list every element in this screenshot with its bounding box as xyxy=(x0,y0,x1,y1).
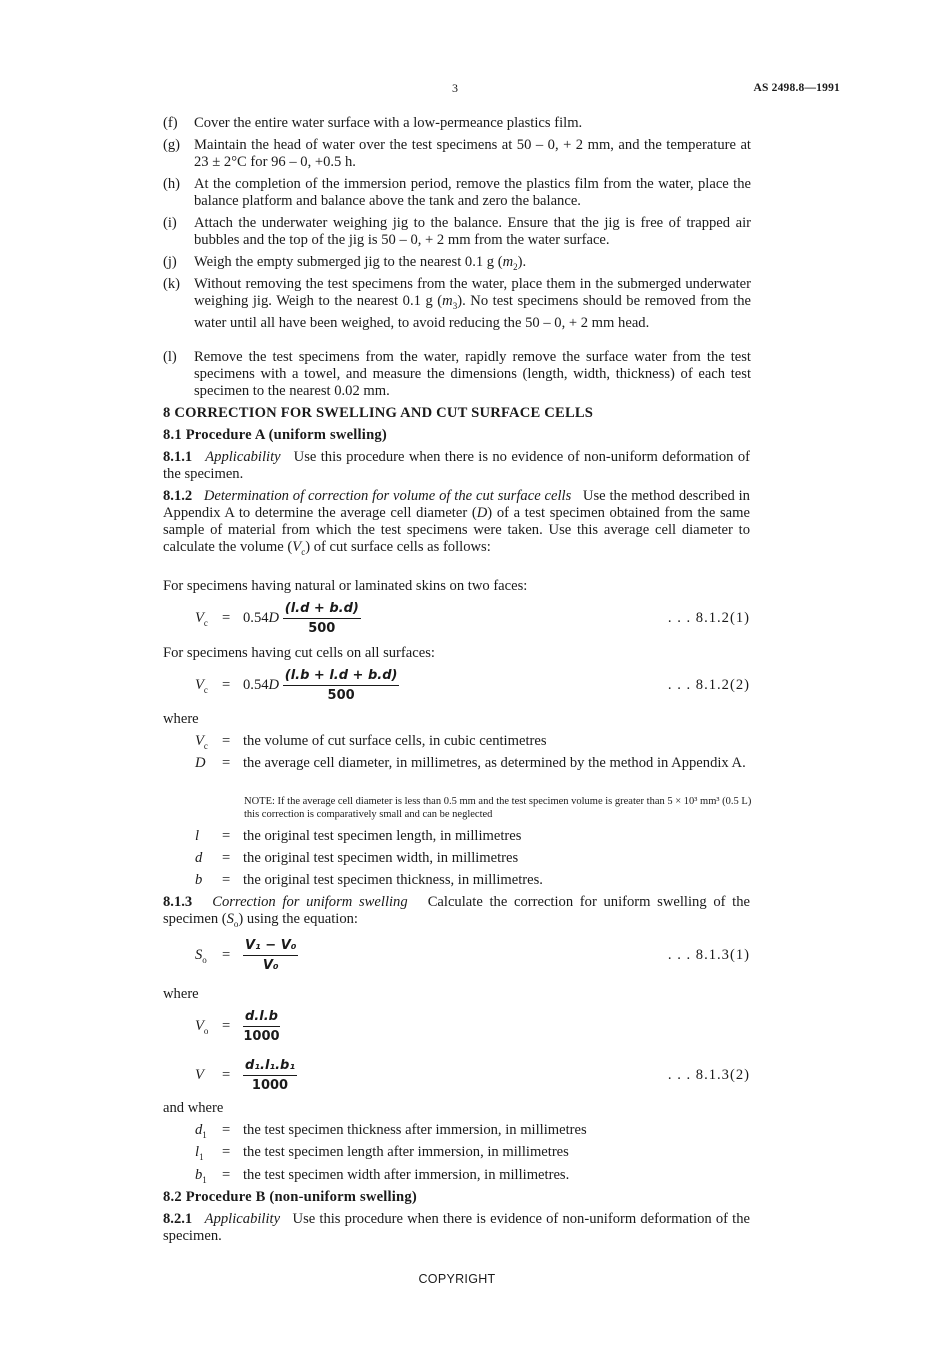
list-label: (g) xyxy=(163,137,181,153)
list-item-l xyxy=(163,349,751,400)
def-d-width: d = the original test specimen width, in millimetres xyxy=(195,850,519,866)
eq-rhs xyxy=(243,1008,280,1045)
eq-equals: = xyxy=(222,1018,231,1034)
list-text: Without removing the test specimens from the water, place them in the submerged underwater weighing jig. Weigh to the nearest 0.1 g $(m_3)$. No test specimens should be removed from the water until all have been weighed, to avoid reducing the 50 – 0, + 2 mm head. xyxy=(194,276,751,331)
fraction: $\frac{d.l.b}{1000}$ xyxy=(243,1009,280,1044)
def-vc: $V_c$ = the volume of cut surface cells, in cubic centimetres xyxy=(195,733,547,751)
list-label: (l) xyxy=(163,349,177,365)
list-item-h xyxy=(163,176,751,210)
fraction: $\frac{\text{V₁ − V₀}}{\text{V₀}}$ xyxy=(245,938,297,973)
section-8-2-heading: 8.2 Procedure B (non-uniform swelling) xyxy=(163,1189,417,1205)
list-text: Attach the underwater weighing jig to the balance. Ensure that the jig is free of trapped air bubbles and the top of the jig is 50 – 0, + 2 mm from the water surface. xyxy=(194,215,751,248)
list-text: Cover the entire water surface with a low-permeance plastics film. xyxy=(194,115,583,131)
footer-copyright: COPYRIGHT xyxy=(418,1272,496,1286)
para-8-1-2: 8.1.2 Determination of correction for volume of the cut surface cells Use the method described in Appendix A to determine the average cell diameter (D) of a test specimen obtained from the same sample of material from which the test specimens were taken. Use this average cell diameter to calculate the volume $(V_c)$ of cut surface cells as follows: xyxy=(163,488,750,557)
eq-rhs xyxy=(243,1057,297,1094)
eq-lhs: $V_o$ xyxy=(195,1018,209,1036)
eq-lhs: $V_c$ xyxy=(195,610,208,628)
page-number: 3 xyxy=(452,81,458,95)
fraction: $\frac{\text{d₁.l₁.b₁}}{1000}$ xyxy=(245,1058,296,1093)
and-where-label: and where xyxy=(163,1100,224,1116)
equation-v xyxy=(195,1057,750,1097)
intro-two-faces: For specimens having natural or laminated skins on two faces: xyxy=(163,578,528,594)
eq-rhs xyxy=(243,937,298,974)
para-8-2-1: 8.2.1 Applicability Use this procedure when there is evidence of non-uniform deformation of the specimen. xyxy=(163,1211,750,1244)
list-item-g xyxy=(163,137,751,171)
eq-equals: = xyxy=(222,610,231,626)
para-8-1-3: 8.1.3 Correction for uniform swelling Calculate the correction for uniform swelling of the specimen $(S_o)$ using the equation: xyxy=(163,894,750,929)
eq-rhs: 0.54D $\frac{(l.d + b.d)}{500}$ xyxy=(243,601,359,636)
list-text: Weigh the empty submerged jig to the nearest 0.1 g $(m_2)$. xyxy=(194,254,527,272)
eq-reference: . . . 8.1.3(1) xyxy=(667,947,750,963)
equation-8-1-2-2 xyxy=(195,667,750,707)
where-label-2: where xyxy=(163,986,199,1002)
def-l1: $l_1$ = the test specimen length after immersion, in millimetres xyxy=(195,1144,569,1162)
list-item-j xyxy=(163,254,751,276)
fraction: $\frac{(l.d + b.d)}{500}$ xyxy=(284,601,359,636)
list-text: Maintain the head of water over the test specimens at 50 – 0, + 2 mm, and the temperature at 23 ± 2°C for 96 – 0, +0.5 h. xyxy=(194,137,751,170)
section-8-1-heading: 8.1 Procedure A (uniform swelling) xyxy=(163,427,387,443)
list-text: At the completion of the immersion period, remove the plastics film from the water, place the balance platform and balance above the tank and zero the balance. xyxy=(194,176,751,209)
list-label: (i) xyxy=(163,215,177,231)
eq-reference: . . . 8.1.2(2) xyxy=(667,677,750,693)
equation-8-1-2-1 xyxy=(195,600,750,640)
def-l: l = the original test specimen length, in millimetres xyxy=(195,828,522,844)
note: NOTE: If the average cell diameter is less than 0.5 mm and the test specimen volume is greater than 5 × 10³ mm³ (0.5 L) this correction is comparatively small and can be neglected xyxy=(244,796,752,820)
eq-reference: . . . 8.1.2(1) xyxy=(667,610,750,626)
eq-rhs: 0.54D $\frac{(l.b + l.d + b.d)}{500}$ xyxy=(243,668,398,703)
equation-8-1-3-1 xyxy=(195,937,750,977)
eq-lhs: V xyxy=(195,1067,204,1083)
fraction: $\frac{(l.b + l.d + b.d)}{500}$ xyxy=(284,668,398,703)
section-8-heading: 8 CORRECTION FOR SWELLING AND CUT SURFACE CELLS xyxy=(163,405,594,421)
eq-lhs: $V_c$ xyxy=(195,677,208,695)
list-item-k xyxy=(163,276,751,332)
eq-equals: = xyxy=(222,677,231,693)
list-item-i xyxy=(163,215,751,249)
equation-vo xyxy=(195,1008,750,1048)
def-d: D = the average cell diameter, in millimetres, as determined by the method in Appendix A. xyxy=(195,755,746,771)
eq-reference: . . . 8.1.3(2) xyxy=(667,1067,750,1083)
standard-number: AS 2498.8—1991 xyxy=(753,82,840,94)
def-b1: $b_1$ = the test specimen width after immersion, in millimetres. xyxy=(195,1167,570,1185)
where-label: where xyxy=(163,711,199,727)
para-8-1-1: 8.1.1 Applicability Use this procedure when there is no evidence of non-uniform deformation of the specimen. xyxy=(163,449,750,482)
def-d1: $d_1$ = the test specimen thickness after immersion, in millimetres xyxy=(195,1122,587,1140)
list-label: (f) xyxy=(163,115,178,131)
eq-equals: = xyxy=(222,947,231,963)
eq-lhs: $S_o$ xyxy=(195,947,207,965)
intro-all-surfaces: For specimens having cut cells on all surfaces: xyxy=(163,645,435,661)
list-label: (h) xyxy=(163,176,181,192)
list-item-f xyxy=(163,115,751,132)
list-text: Remove the test specimens from the water, rapidly remove the surface water from the test specimens with a towel, and measure the dimensions (length, width, thickness) of each test specimen to the nearest 0.02 mm. xyxy=(194,349,751,399)
list-label: (j) xyxy=(163,254,177,270)
def-b: b = the original test specimen thickness, in millimetres. xyxy=(195,872,543,888)
list-label: (k) xyxy=(163,276,181,292)
eq-equals: = xyxy=(222,1067,231,1083)
